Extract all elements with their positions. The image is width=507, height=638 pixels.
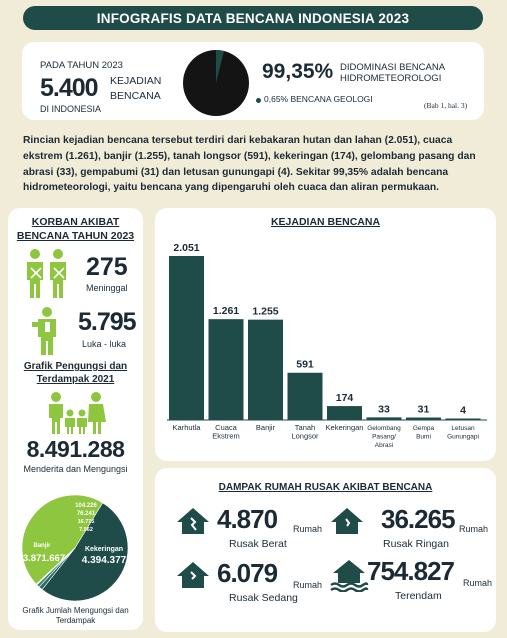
- medium-damage-unit: Rumah: [293, 580, 323, 590]
- bar-value-label: 33: [378, 403, 390, 416]
- house-light-damage-icon: [329, 506, 365, 536]
- dominance-text: DIDOMINASI BENCANA HIDROMETEOROLOGI: [340, 62, 445, 84]
- light-damage-value: 36.265: [381, 504, 455, 534]
- light-damage-label: Rusak Ringan: [383, 538, 449, 550]
- summary-card: [22, 42, 484, 120]
- flooded-label: Terendam: [395, 590, 442, 602]
- bar-category-label: Gunungapi: [447, 433, 479, 441]
- displaced-chart-title: Grafik Pengungsi dan Terdampak 2021: [23, 361, 128, 385]
- source-note: (Bab 1, hal. 3): [424, 101, 468, 110]
- bar-category-label: Kekeringan: [325, 423, 364, 432]
- medium-damage-label: Rusak Sedang: [229, 592, 298, 604]
- bar-category-label: Ekstrem: [212, 431, 240, 441]
- deceased-value: 275: [86, 253, 128, 281]
- location-label: DI INDONESIA: [40, 104, 102, 114]
- total-events: 5.400: [40, 74, 98, 102]
- house-medium-damage-icon: [175, 560, 211, 590]
- flooded-value: 754.827: [367, 556, 454, 586]
- family-icon: [44, 392, 108, 436]
- geology-legend-dot: [256, 98, 261, 103]
- deceased-people-icon: [22, 248, 74, 300]
- bar-value-label: 2.051: [173, 242, 200, 254]
- bar-value-label: 1.261: [212, 305, 240, 318]
- pie-label: 104.226: [75, 503, 97, 509]
- bar-category-label: Letusan: [451, 425, 475, 432]
- bar-category-label: Cuaca: [215, 423, 237, 432]
- bar-3: [288, 373, 323, 420]
- displaced-value: 8.491.288: [26, 436, 125, 462]
- victims-title: KORBAN AKIBAT BENCANA TAHUN 2023: [16, 216, 135, 242]
- bar-value-label: 591: [296, 358, 314, 371]
- displaced-label: Menderita dan Mengungsi: [23, 464, 128, 474]
- house-damage-card: [155, 468, 496, 632]
- heavy-damage-label: Rusak Berat: [229, 538, 287, 550]
- pie-label: 4.394.377: [81, 555, 127, 566]
- pie-label: 3.871.667: [22, 553, 66, 564]
- bar-category-label: Abrasi: [374, 442, 394, 449]
- victims-card: [8, 208, 143, 630]
- medium-damage-value: 6.079: [217, 558, 278, 588]
- house-flooded-icon: [329, 558, 369, 592]
- injured-value: 5.795: [78, 308, 136, 336]
- bar-category-label: Gelombang: [367, 425, 401, 432]
- bar-0: [169, 256, 204, 420]
- pie-label: Kekeringan: [84, 546, 124, 553]
- bar-1: [209, 319, 244, 420]
- bar-category-label: Pasang/: [372, 433, 396, 441]
- events-bar-card: [155, 208, 496, 461]
- geology-text: 0,65% BENCANA GEOLOGI: [264, 94, 373, 104]
- bar-category-label: Banjir: [255, 423, 276, 432]
- page-title: INFOGRAFIS DATA BENCANA INDONESIA 2023: [23, 6, 483, 30]
- house-heavy-damage-icon: [175, 506, 211, 536]
- dominance-percent: 99,35%: [262, 60, 334, 83]
- bar-value-label: 174: [335, 392, 354, 405]
- bar-category-label: Longsor: [291, 431, 319, 441]
- bar-category-label: Gempa: [412, 425, 435, 432]
- heavy-damage-unit: Rumah: [293, 524, 323, 534]
- pie-caption: Grafik Jumlah Mengungsi dan Terdampak: [22, 606, 129, 625]
- bar-category-label: Bumi: [416, 433, 431, 441]
- bar-value-label: 4: [460, 404, 466, 417]
- bar-value-label: 31: [417, 403, 430, 416]
- displaced-pie-chart: [12, 493, 139, 603]
- year-label: PADA TAHUN 2023: [40, 60, 123, 71]
- pie-label: 16.775: [77, 519, 95, 525]
- flooded-unit: Rumah: [463, 578, 493, 588]
- injured-label: Luka - luka: [82, 339, 127, 349]
- injured-person-icon: [32, 306, 62, 356]
- bar-category-label: Karhutla: [172, 423, 201, 432]
- geology-slice: [183, 50, 249, 116]
- pie-label: 7.562: [79, 527, 93, 533]
- pie-label: 76.241: [76, 511, 96, 517]
- pie-label: Banjir: [33, 543, 51, 549]
- bar-chart-title: KEJADIAN BENCANA: [270, 216, 381, 228]
- light-damage-unit: Rumah: [459, 524, 489, 534]
- events-label: KEJADIAN BENCANA: [110, 75, 162, 102]
- damage-title: DAMPAK RUMAH RUSAK AKIBAT BENCANA: [218, 482, 433, 493]
- deceased-label: Meninggal: [86, 283, 128, 293]
- heavy-damage-value: 4.870: [217, 504, 278, 534]
- events-bar-chart: [155, 208, 496, 461]
- bar-value-label: 1.255: [252, 305, 279, 318]
- bar-category-label: Tanah: [294, 423, 316, 432]
- bar-2: [248, 320, 283, 420]
- bar-4: [327, 406, 362, 420]
- summary-paragraph: Rincian kejadian bencana tersebut terdiri dari kebakaran hutan dan lahan (2.051), cuaca ekstrem (1.261), banjir (1.255), tanah longsor (591), kekeringan (174), gelombang pasang dan abrasi (33), gempabumi (31) dan letusan gunungapi (4). Sekitar 99,35% adalah bencana hidrometeorologi, yaitu bencana yang dipengaruhi oleh cuaca dan aliran permukaan.: [23, 135, 476, 194]
